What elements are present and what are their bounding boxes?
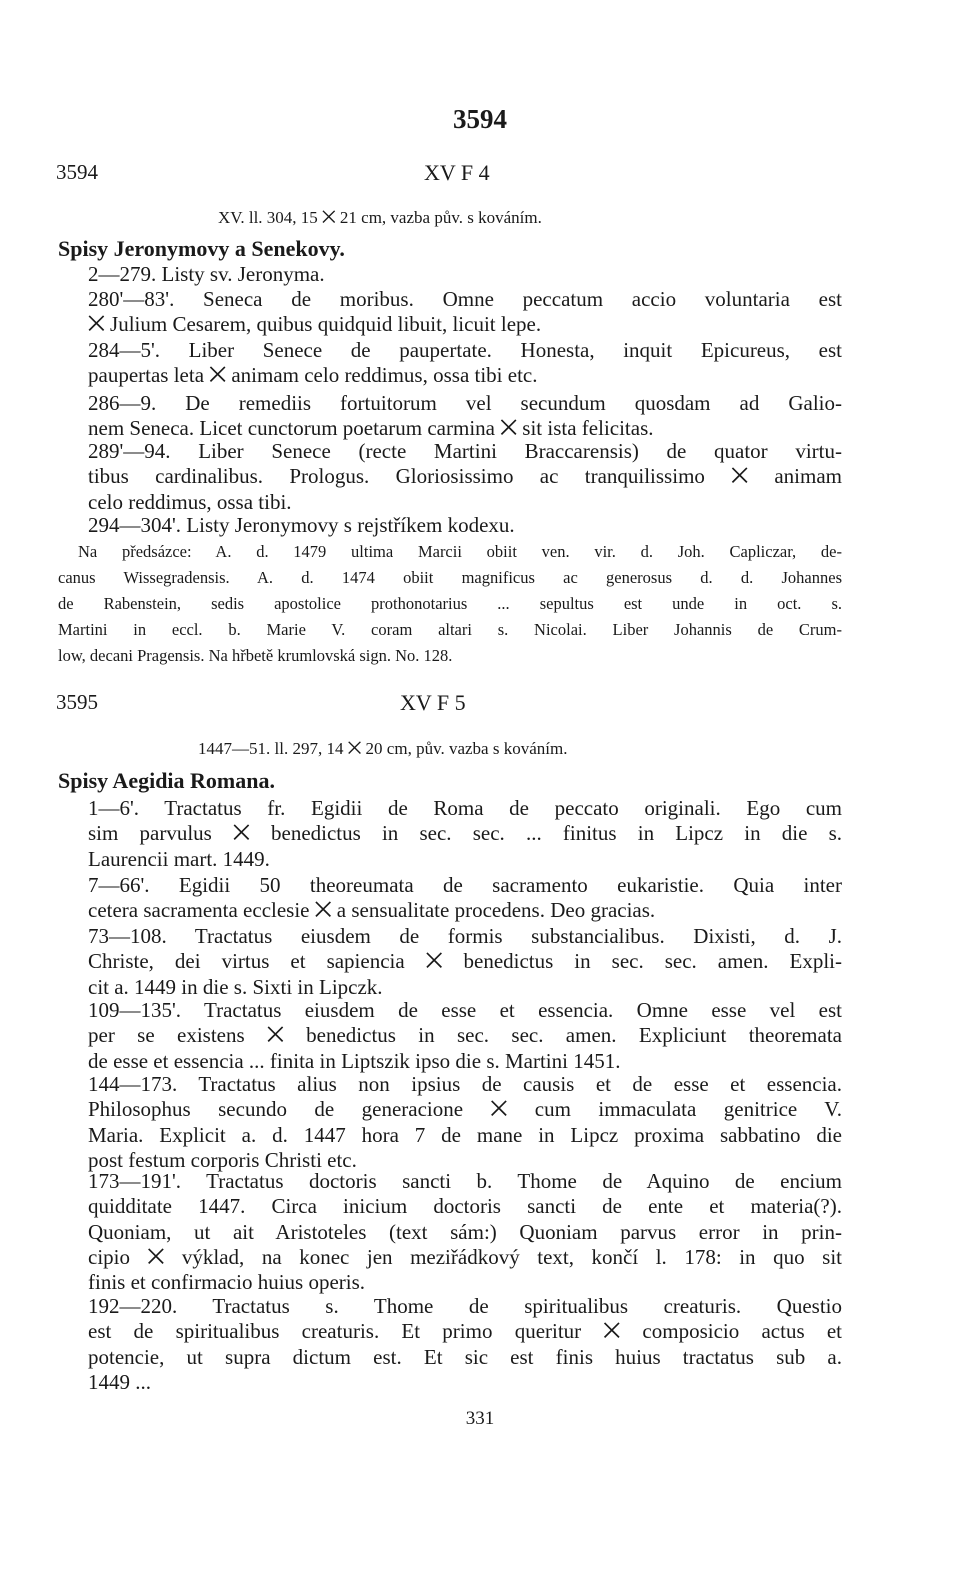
text-line: de esse et essencia ... finita in Liptszik ipso die s. Martini 1451. [88, 1048, 621, 1073]
note-line: de Rabenstein, sedis apostolice prothonotarius ... sepultus est unde in oct. s. [58, 594, 842, 613]
content-paragraph [58, 513, 842, 538]
text-line: 294—304'. Listy Jeronymovy s rejstříkem kodexu. [88, 513, 515, 537]
content-paragraph [58, 287, 842, 338]
text-line: 284—5'. Liber Senece de paupertate. Honesta, inquit Epicureus, est [88, 338, 842, 362]
codex-title: Spisy Aegidia Romana. [58, 768, 275, 793]
codex-meta: 1447—51. ll. 297, 14 ⨉ 20 cm, pův. vazba s kováním. [198, 739, 568, 758]
text-line: cipio ⨉ výklad, na konec jen meziřádkový text, končí l. 178: in quo sit [88, 1244, 842, 1269]
text-line: Maria. Explicit a. d. 1447 hora 7 de mane in Lipcz proxima sabbatino die [88, 1122, 842, 1147]
text-line: 144—173. Tractatus alius non ipsius de causis et de esse et essencia. [88, 1072, 842, 1096]
text-line: finis et confirmacio huius operis. [88, 1270, 366, 1295]
content-paragraph [58, 873, 842, 924]
note-line: Na předsázce: A. d. 1479 ultima Marcii obiit ven. vir. d. Joh. Capliczar, de- [78, 542, 842, 561]
text-line: paupertas leta ⨉ animam celo reddimus, ossa tibi etc. [88, 363, 538, 388]
text-line: post festum corporis Christi etc. [88, 1147, 357, 1172]
text-line: 7—66'. Egidii 50 theoreumata de sacramento eukaristie. Quia inter [88, 873, 842, 897]
content-paragraph [58, 391, 842, 442]
text-line: 280'—83'. Seneca de moribus. Omne peccatum accio voluntaria est [88, 287, 842, 311]
text-line: ⨉ Julium Cesarem, quibus quidquid libuit, licuit lepe. [88, 312, 542, 337]
text-line: 109—135'. Tractatus eiusdem de esse et essencia. Omne esse vel est [88, 998, 842, 1022]
text-line: 289'—94. Liber Senece (recte Martini Braccarensis) de quator virtu- [88, 439, 842, 463]
content-paragraph [58, 1072, 842, 1173]
content-paragraph [58, 338, 842, 389]
text-line: 2—279. Listy sv. Jeronyma. [88, 262, 325, 286]
content-paragraph [58, 439, 842, 515]
text-line: Laurencii mart. 1449. [88, 846, 270, 871]
text-line: 286—9. De remediis fortuitorum vel secundum quosdam ad Galio- [88, 391, 842, 415]
content-paragraph [58, 998, 842, 1074]
content-paragraph [58, 796, 842, 872]
content-paragraph [58, 1294, 842, 1395]
codex-title: Spisy Jeronymovy a Senekovy. [58, 236, 345, 261]
entry-number: 3594 [56, 160, 98, 184]
note-line: Martini in eccl. b. Marie V. coram altari s. Nicolai. Liber Johannis de Crum- [58, 620, 842, 639]
text-line: cetera sacramenta ecclesie ⨉ a sensualitate procedens. Deo gracias. [88, 898, 656, 923]
note-line: low, decani Pragensis. Na hřbetě krumlovská sign. No. 128. [58, 646, 453, 665]
text-line: Christe, dei virtus et sapiencia ⨉ benedictus in sec. sec. amen. Expli- [88, 949, 842, 974]
content-paragraph [58, 1169, 842, 1295]
text-line: est de spiritualibus creaturis. Et primo queritur ⨉ composicio actus et [88, 1319, 842, 1344]
text-line: tibus cardinalibus. Prologus. Gloriosissimo ac tranquilissimo ⨉ animam [88, 464, 842, 489]
text-line: sim parvulus ⨉ benedictus in sec. sec. ... finitus in Lipcz in die s. [88, 821, 842, 846]
shelf-signature: XV F 4 [424, 160, 490, 185]
text-line: Quoniam, ut ait Aristoteles (text sám:) Quoniam parvus error in prin- [88, 1219, 842, 1244]
running-head: 3594 [453, 104, 507, 134]
text-line: celo reddimus, ossa tibi. [88, 489, 292, 514]
entry-number: 3595 [56, 690, 98, 714]
text-line: per se existens ⨉ benedictus in sec. sec. amen. Expliciunt theoremata [88, 1023, 842, 1048]
note-line: canus Wissegradensis. A. d. 1474 obiit magnificus ac generosus d. d. Johannes [58, 568, 842, 587]
text-line: 1449 ... [88, 1369, 151, 1394]
text-line: 192—220. Tractatus s. Thome de spiritualibus creaturis. Questio [88, 1294, 842, 1318]
text-line: 173—191'. Tractatus doctoris sancti b. Thome de Aquino de encium [88, 1169, 842, 1193]
content-paragraph [58, 262, 842, 287]
text-line: cit a. 1449 in die s. Sixti in Lipczk. [88, 974, 383, 999]
text-line: quidditate 1447. Circa inicium doctoris sancti de ente et materia(?). [88, 1194, 842, 1219]
text-line: nem Seneca. Licet cunctorum poetarum carmina ⨉ sit ista felicitas. [88, 416, 654, 441]
text-line: 73—108. Tractatus eiusdem de formis substancialibus. Dixisti, d. J. [88, 924, 842, 948]
text-line: 1—6'. Tractatus fr. Egidii de Roma de peccato originali. Ego cum [88, 796, 842, 820]
text-line: Philosophus secundo de generacione ⨉ cum immaculata genitrice V. [88, 1097, 842, 1122]
shelf-signature: XV F 5 [400, 690, 466, 715]
page-number: 331 [465, 1408, 495, 1429]
codex-meta: XV. ll. 304, 15 ⨉ 21 cm, vazba pův. s kováním. [218, 208, 542, 227]
text-line: potencie, ut supra dictum est. Et sic est finis huius tractatus sub a. [88, 1344, 842, 1369]
provenance-note [58, 539, 842, 669]
content-paragraph [58, 924, 842, 1000]
